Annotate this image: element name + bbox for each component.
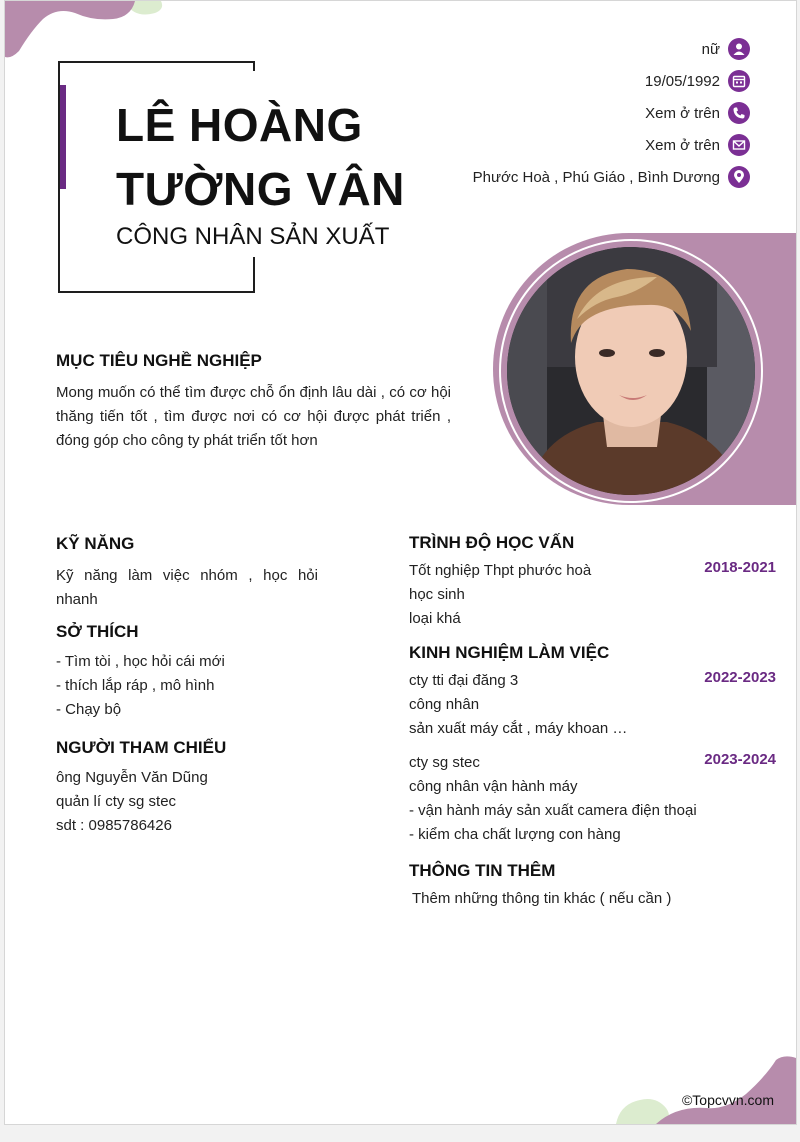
envelope-icon — [728, 134, 750, 156]
entry-title: cty tti đại đăng 3 — [409, 672, 519, 689]
list-item: - thích lắp ráp , mô hình — [56, 677, 215, 694]
entry-years: 2023-2024 — [704, 751, 776, 768]
cv-page — [4, 0, 797, 1125]
list-item: - Tìm tòi , học hỏi cái mới — [56, 653, 225, 670]
accent-bar — [60, 85, 66, 189]
experience-heading: KINH NGHIỆM LÀM VIỆC — [409, 643, 610, 662]
contact-address: Phước Hoà , Phú Giáo , Bình Dương — [473, 161, 750, 193]
entry-title: Tốt nghiệp Thpt phước hoà — [409, 562, 592, 579]
hobbies-heading: SỞ THÍCH — [56, 622, 139, 641]
decorative-blob-bottom — [606, 1054, 796, 1124]
list-item: sdt : 0985786426 — [56, 817, 172, 834]
entry-years: 2018-2021 — [704, 559, 776, 576]
experience-entry — [409, 669, 776, 741]
skills-text: Kỹ năng làm việc nhóm , học hỏi nhanh — [56, 567, 318, 608]
contact-phone: Xem ở trên — [473, 97, 750, 129]
location-pin-icon — [728, 166, 750, 188]
list-item: quản lí cty sg stec — [56, 793, 177, 810]
job-title: CÔNG NHÂN SẢN XUẤT — [116, 223, 390, 250]
entry-line: sản xuất máy cắt , máy khoan … — [409, 720, 628, 737]
references-list — [56, 766, 318, 838]
education-heading: TRÌNH ĐỘ HỌC VẤN — [409, 533, 575, 552]
extra-heading: THÔNG TIN THÊM — [409, 861, 556, 880]
phone-icon — [728, 102, 750, 124]
right-column — [409, 533, 776, 911]
entry-line: - kiểm cha chất lượng con hàng — [409, 826, 621, 843]
entry-line: học sinh — [409, 586, 465, 603]
left-column — [56, 534, 318, 838]
contact-birthday: 19/05/1992 — [473, 65, 750, 97]
full-name: LÊ HOÀNG TƯỜNG VÂN — [116, 99, 405, 215]
contact-email: Xem ở trên — [473, 129, 750, 161]
entry-line: công nhân vận hành máy — [409, 778, 578, 795]
calendar-icon — [728, 70, 750, 92]
user-icon — [728, 38, 750, 60]
entry-title: cty sg stec — [409, 754, 480, 771]
entry-line: công nhân — [409, 696, 480, 713]
experience-entry — [409, 751, 776, 847]
skills-heading: KỸ NĂNG — [56, 534, 135, 553]
entry-line: loại khá — [409, 610, 461, 627]
extra-text: Thêm những thông tin khác ( nếu cần ) — [412, 890, 672, 907]
contact-gender: nữ — [473, 33, 750, 65]
references-heading: NGƯỜI THAM CHIẾU — [56, 738, 227, 757]
objective-heading: MỤC TIÊU NGHỀ NGHIỆP — [56, 351, 262, 370]
objective-section — [56, 351, 451, 453]
profile-photo — [507, 247, 755, 495]
decorative-blob-top — [5, 1, 165, 61]
education-entry — [409, 559, 776, 631]
entry-years: 2022-2023 — [704, 669, 776, 686]
copyright: ©Topcvvn.com — [681, 1092, 774, 1108]
list-item: - Chạy bộ — [56, 701, 122, 718]
hobbies-list — [56, 650, 318, 722]
contact-info — [473, 33, 750, 193]
list-item: ông Nguyễn Văn Dũng — [56, 769, 208, 786]
entry-line: - vận hành máy sản xuất camera điện thoại — [409, 802, 697, 819]
objective-text: Mong muốn có thể tìm được chỗ ổn định lâu dài , có cơ hội thăng tiến tốt , tìm được nơi có cơ hội được phát triển , đóng góp cho công ty phát triển tốt hơn — [56, 384, 451, 449]
